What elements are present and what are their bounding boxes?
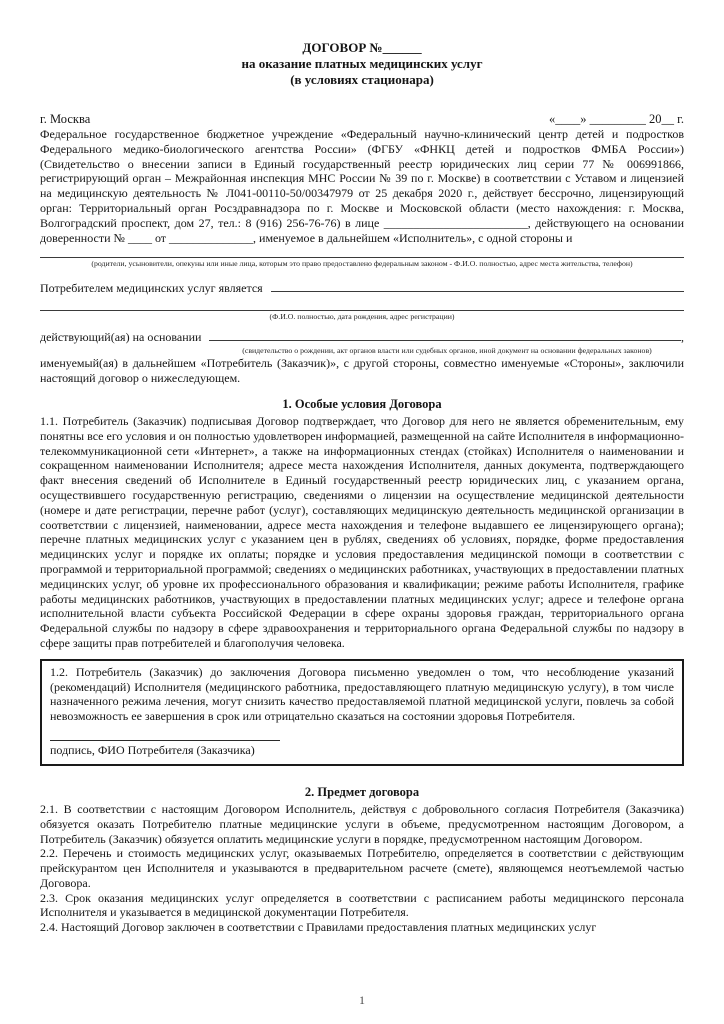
acting-basis-row [40, 328, 684, 345]
clause-2-4: 2.4. Настоящий Договор заключен в соответствии с Правилами предоставления платных медицинских услуг [40, 920, 597, 935]
section-2-heading: 2. Предмет договора [304, 784, 420, 799]
parties-closing-paragraph: именуемый(ая) в дальнейшем «Потребитель (Заказчик)», с другой стороны, совместно именуемые «Стороны», заключили настоящий договор о нижеследующем. [40, 356, 684, 386]
title-line-1: ДОГОВОР №______ [302, 40, 422, 55]
city-date-row [40, 112, 684, 127]
date-blank: «____» _________ 20__ г. [549, 112, 684, 126]
signature-line [50, 740, 280, 741]
acting-basis-fill-line [209, 328, 681, 341]
clause-2-1: 2.1. В соответствии с настоящим Договором Исполнитель, действуя с добровольного согласия Потребителя (Заказчика) обязуется оказать Потребителю платные медицинские услуги в объеме, предусмотренном настоящим Договором, а Потребитель (Заказчик) обязуется оплатить медицинские услуги в порядке, предусмотренном настоящим Договором. [40, 801, 684, 846]
clause-1-2: 1.2. Потребитель (Заказчик) до заключения Договора письменно уведомлен о том, что несоблюдение указаний (рекомендаций) Исполнителя (медицинского работника, предоставляющего платную медицинскую услугу), в том числе назначенного режима лечения, могут снизить качество предоставляемой платной медицинской услуги, повлечь за собой невозможность ее завершения в срок или отрицательно сказаться на состоянии здоровья Потребителя. [50, 664, 674, 724]
acting-basis-label: действующий(ая) на основании [40, 330, 202, 345]
section-1-heading: 1. Особые условия Договора [282, 396, 442, 411]
guardian-fill-caption: (родители, усыновители, опекуны или иные лица, которым это право предоставлено федеральным законом - Ф.И.О. полностью, адрес места жительства, телефон) [91, 259, 633, 269]
acting-basis-comma: , [681, 330, 684, 345]
clause-1-2-notice-box [40, 659, 684, 766]
executor-preamble-paragraph: Федеральное государственное бюджетное учреждение «Федеральный научно-клинический центр детей и подростков Федерального медико-биологического агентства России» (ФГБУ «ФНКЦ детей и подростков ФМБА России») (Свидетельство о внесении записи в Единый государственный реестр юридических лиц серии 77 № 006991866, регистрирующий орган – Межрайонная инспекция МНС России № 39 по г. Москве) в соответствии с Уставом и лицензией на медицинскую деятельность № Л041-00110-50/00347979 от 25 декабря 2020 г., действует бессрочно, лицензирующий орган: Территориальный орган Росздравнадзора по г. Москве и Московской области (место нахождения: г. Москва, Волгоградский проспект, дом 27, тел.: 8 (916) 256-76-76) в лице ________________________, действующего на основании доверенности № ____ от ______________, именуемое в дальнейшем «Исполнитель», с одной стороны и [40, 127, 684, 245]
page-number: 1 [359, 993, 365, 1007]
document-title [40, 40, 684, 88]
consumer-label: Потребителем медицинских услуг является [40, 281, 263, 296]
consumer-name-caption: (Ф.И.О. полностью, дата рождения, адрес регистрации) [269, 312, 455, 322]
city-label: г. Москва [40, 112, 91, 126]
clause-1-1: 1.1. Потребитель (Заказчик) подписывая Договор подтверждает, что Договор для него не является обременительным, ему понятны все его условия и он полностью удовлетворен информацией, размещенной на сайте Исполнителя в информационно-телекоммуникационной сети «Интернет», а также на информационных стендах (стойках) Исполнителя о наименовании и сокращенном наименовании Исполнителя; адресе места нахождения Исполнителя, данных документа, подтверждающего факт внесения сведений об Исполнителе в Единый государственный реестр юридических лиц, с указанием органа, осуществившего государственную регистрацию, сведениями о лицензии на осуществление медицинской деятельности (номере и дате регистрации, перечне работ (услуг), составляющих медицинскую деятельность медицинской организации в соответствии с лицензией, наименовании, адресе места нахождения и телефоне выдавшего ее лицензирующего органа); перечне платных медицинских услуг с указанием цен в рублях, сведениях об условиях, порядке, форме предоставления медицинских услуг и порядке их оплаты; порядке и условия предоставления медицинской помощи в соответствии с программой и территориальной программой; сведениях о медицинских работниках, участвующих в предоставлении платных медицинских услуг, об уровне их профессионального образования и квалификации; режиме работы Исполнителя, графике работы медицинских работников, участвующих в предоставлении платных медицинских услуг; адресе и телефоне органа исполнительной власти субъекта Российской Федерации в сфере охраны здоровья граждан, территориального органа Федеральной службы по надзору в сфере здравоохранения и территориального органа Федеральной службы по надзору в сфере защиты прав потребителей и благополучия человека. [40, 413, 684, 650]
consumer-name-fill-line [40, 310, 684, 311]
clause-2-3: 2.3. Срок оказания медицинских услуг определяется в соответствии с расписанием работы медицинского персонала Исполнителя и указывается в медицинской документации Потребителя. [40, 890, 684, 920]
clause-2-2: 2.2. Перечень и стоимость медицинских услуг, оказываемых Потребителю, определяется в соответствии с действующим прейскурантом цен Исполнителя и указываются в предварительном расчете (смете), являющемся неотъемлемой частью Договора. [40, 846, 684, 890]
consumer-fill-line [271, 279, 684, 292]
title-line-3: (в условиях стационара) [290, 72, 434, 87]
signature-caption: подпись, ФИО Потребителя (Заказчика) [50, 742, 255, 757]
consumer-row [40, 279, 684, 296]
title-line-2: на оказание платных медицинских услуг [241, 56, 483, 71]
acting-basis-caption: (свидетельство о рождении, акт органов власти или судебных органов, иной документ на основании федеральных законов) [242, 346, 652, 356]
guardian-fill-line [40, 257, 684, 258]
